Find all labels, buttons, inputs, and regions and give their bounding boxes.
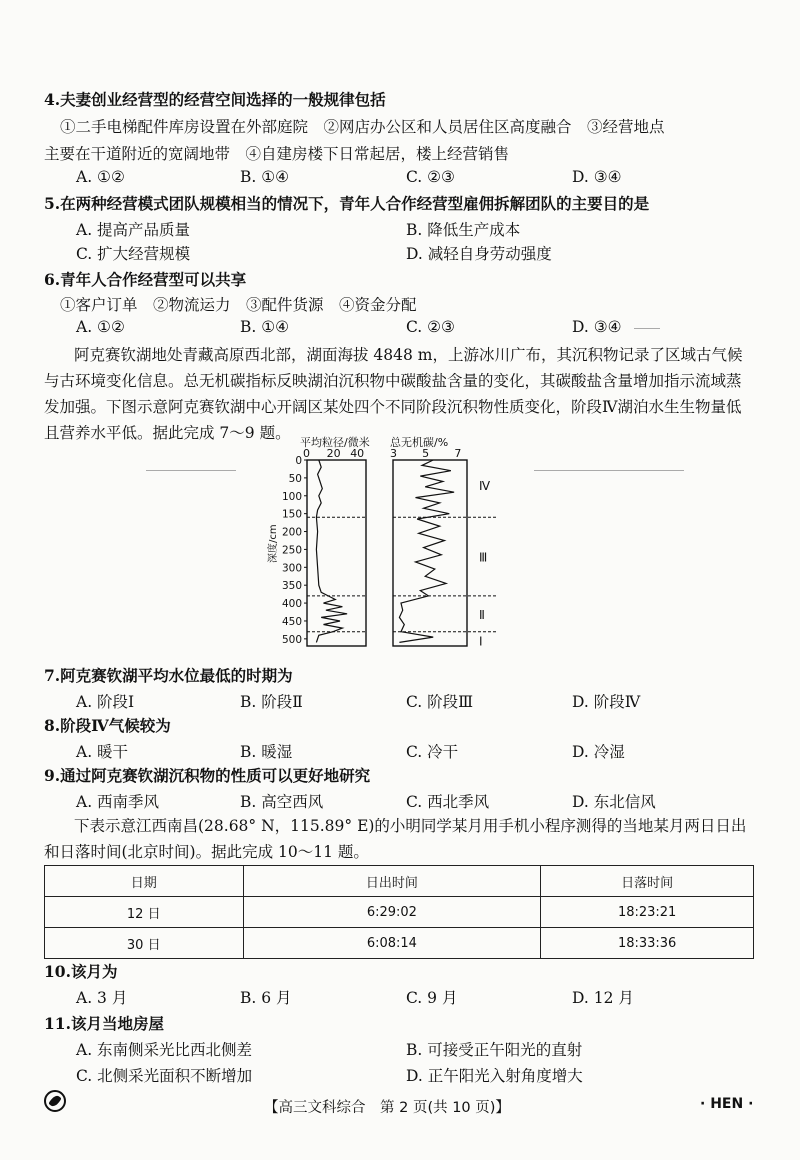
q4-option-a: A. ①② — [76, 168, 125, 186]
right-tick-label: 7 — [454, 447, 462, 460]
y-tick-label: 300 — [281, 562, 302, 575]
table-cell: 30 日 — [45, 928, 244, 959]
scan-mark — [634, 328, 660, 329]
q10-stem: 10.该月为 — [44, 962, 118, 981]
y-tick-label: 0 — [295, 455, 302, 467]
q5-stem: 5.在两种经营模式团队规模相当的情况下，青年人合作经营型雇佣拆解团队的主要目的是 — [44, 194, 650, 213]
q7-option-c: C. 阶段Ⅲ — [406, 693, 474, 711]
q9-stem: 9.通过阿克赛钦湖沉积物的性质可以更好地研究 — [44, 766, 371, 785]
passage-lake — [44, 342, 756, 446]
q11-option-d: D. 正午阳光入射角度增大 — [406, 1067, 583, 1085]
q8-option-a: A. 暖干 — [76, 743, 129, 761]
q4-option-d: D. ③④ — [572, 168, 622, 186]
scan-mark-left — [146, 470, 236, 471]
q10-option-d: D. 12 月 — [572, 989, 634, 1007]
sediment-chart-svg — [262, 436, 522, 656]
q5-option-d: D. 减轻自身劳动强度 — [406, 245, 552, 263]
q10-option-a: A. 3 月 — [76, 989, 128, 1007]
inorganic-carbon-line — [399, 460, 454, 642]
q9-option-b: B. 高空西风 — [240, 793, 324, 811]
q10-option-c: C. 9 月 — [406, 989, 458, 1007]
y-tick-label: 100 — [281, 490, 302, 503]
table-row — [45, 928, 754, 959]
table-row — [45, 897, 754, 928]
q11-option-c: C. 北侧采光面积不断增加 — [76, 1067, 253, 1085]
q11-stem: 11.该月当地房屋 — [44, 1014, 164, 1033]
q7-option-a: A. 阶段Ⅰ — [76, 693, 135, 711]
right-axis-title: 总无机碳/% — [390, 436, 449, 449]
passage-lake-text: 阿克赛钦湖地处青藏高原西北部，湖面海拔 4848 m，上游冰川广布，其沉积物记录了区域古气候与古环境变化信息。总无机碳指标反映湖泊沉积物中碳酸盐含量的变化，其碳酸盐含量增加指示流域蒸发加强。下图示意阿克赛钦湖中心开阔区某处四个不同阶段沉积物性质变化，阶段Ⅳ湖泊水生生物量低且营养水平低。据此完成 7～9 题。 — [44, 346, 743, 442]
right-tick-label: 3 — [390, 447, 397, 460]
table-header-date: 日期 — [45, 866, 244, 897]
q8-option-d: D. 冷湿 — [572, 743, 625, 761]
q11-option-b: B. 可接受正午阳光的直射 — [406, 1041, 583, 1059]
passage-sun — [44, 813, 756, 865]
y-tick-label: 250 — [281, 544, 302, 557]
footer-code: · HEN · — [700, 1096, 754, 1112]
y-tick-label: 500 — [281, 633, 302, 646]
y-tick-label: 150 — [281, 508, 302, 521]
q5-option-c: C. 扩大经营规模 — [76, 245, 191, 263]
q11-option-a: A. 东南侧采光比西北侧差 — [76, 1041, 253, 1059]
stage-label: Ⅰ — [479, 634, 483, 649]
q6-option-d: D. ③④ — [572, 318, 622, 336]
q9-option-d: D. 东北信风 — [572, 793, 656, 811]
left-tick-label: 40 — [350, 447, 365, 460]
q6-option-a: A. ①② — [76, 318, 125, 336]
left-tick-label: 0 — [303, 447, 310, 460]
table-cell: 6:08:14 — [243, 928, 541, 959]
table-header-row — [45, 866, 754, 897]
q10-option-b: B. 6 月 — [240, 989, 292, 1007]
y-axis-label: 深度/cm — [268, 524, 279, 563]
sunrise-table — [44, 865, 754, 959]
leaf-logo-icon — [44, 1090, 66, 1112]
stage-label: Ⅳ — [479, 479, 491, 494]
q6-stem: 6.青年人合作经营型可以共享 — [44, 270, 247, 289]
table-header-sunset: 日落时间 — [541, 866, 754, 897]
left-tick-label: 20 — [326, 447, 341, 460]
grain-size-line — [316, 460, 347, 642]
y-tick-label: 50 — [288, 472, 302, 485]
q4-option-b: B. ①④ — [240, 168, 290, 186]
table-cell: 18:23:21 — [541, 897, 754, 928]
footer-page-label: 【高三文科综合 第 2 页(共 10 页)】 — [264, 1100, 510, 1116]
q7-option-b: B. 阶段Ⅱ — [240, 693, 303, 711]
q9-option-c: C. 西北季风 — [406, 793, 490, 811]
q9-option-a: A. 西南季风 — [76, 793, 160, 811]
left-panel-frame — [307, 460, 366, 646]
q6-option-b: B. ①④ — [240, 318, 290, 336]
q4-statements-line2: 主要在干道附近的宽阔地带 ④自建房楼下日常起居，楼上经营销售 — [44, 145, 510, 163]
right-tick-label: 5 — [422, 447, 430, 460]
table-cell: 18:33:36 — [541, 928, 754, 959]
q4-stem: 4.夫妻创业经营型的经营空间选择的一般规律包括 — [44, 90, 386, 109]
stage-label: Ⅱ — [479, 607, 485, 622]
q7-stem: 7.阿克赛钦湖平均水位最低的时期为 — [44, 666, 293, 685]
q8-option-c: C. 冷干 — [406, 743, 459, 761]
y-tick-label: 200 — [281, 526, 302, 539]
q6-option-c: C. ②③ — [406, 318, 455, 336]
passage-sun-text: 下表示意江西南昌(28.68° N，115.89° E)的小明同学某月用手机小程序测得的当地某月两日日出和日落时间(北京时间)。据此完成 10～11 题。 — [44, 817, 747, 861]
y-tick-label: 400 — [281, 598, 302, 611]
stage-label: Ⅲ — [479, 550, 488, 565]
table-header-sunrise: 日出时间 — [243, 866, 541, 897]
table-cell: 12 日 — [45, 897, 244, 928]
y-tick-label: 450 — [281, 615, 302, 628]
scan-mark-right — [534, 470, 684, 471]
q7-option-d: D. 阶段Ⅳ — [572, 693, 641, 711]
q5-option-a: A. 提高产品质量 — [76, 221, 191, 239]
table-cell: 6:29:02 — [243, 897, 541, 928]
q6-statements: ①客户订单 ②物流运力 ③配件货源 ④资金分配 — [60, 296, 417, 314]
q8-stem: 8.阶段Ⅳ气候较为 — [44, 716, 171, 735]
left-axis-title: 平均粒径/微米 — [300, 436, 370, 449]
q4-option-c: C. ②③ — [406, 168, 455, 186]
sediment-chart — [262, 436, 522, 656]
y-tick-label: 350 — [281, 580, 302, 593]
q8-option-b: B. 暖湿 — [240, 743, 293, 761]
q4-statements-line1: ①二手电梯配件库房设置在外部庭院 ②网店办公区和人员居住区高度融合 ③经营地点 — [60, 118, 665, 136]
q5-option-b: B. 降低生产成本 — [406, 221, 521, 239]
